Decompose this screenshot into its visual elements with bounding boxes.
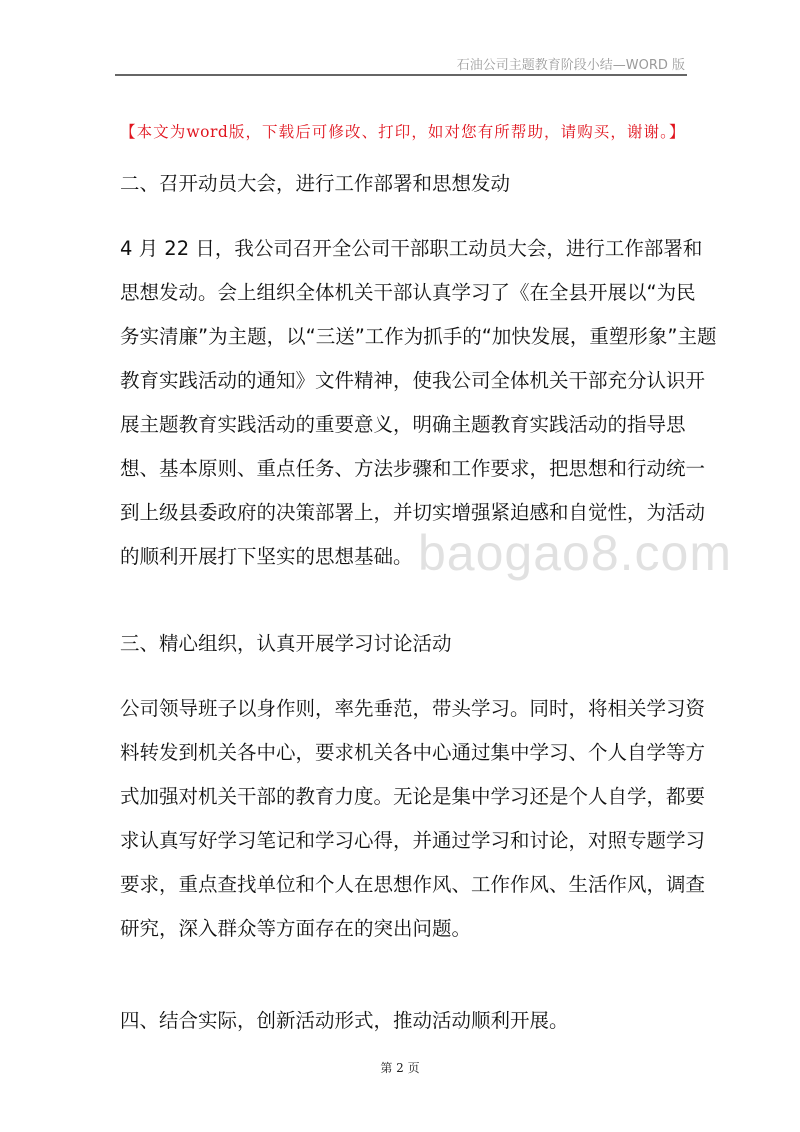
paragraph-line: 要求，重点查找单位和个人在思想作风、工作作风、生活作风，调查 (120, 873, 706, 896)
paragraph-line: 4 月 22 日，我公司召开全公司干部职工动员大会，进行工作部署和 (120, 237, 703, 260)
paragraph-line: 的顺利开展打下坚实的思想基础。 (120, 545, 413, 568)
page-number: 第 2 页 (380, 1061, 420, 1075)
watermark: baogao8.com (418, 525, 733, 581)
section-heading: 二、召开动员大会，进行工作部署和思想发动 (120, 172, 511, 195)
paragraph-line: 到上级县委政府的决策部署上，并切实增强紧迫感和自觉性，为活动 (120, 501, 706, 524)
paragraph-line: 公司领导班子以身作则，率先垂范，带头学习。同时，将相关学习资 (120, 697, 706, 720)
paragraph-line: 教育实践活动的通知》文件精神，使我公司全体机关干部充分认识开 (120, 369, 706, 392)
paragraph-line: 务实清廉”为主题，以“三送”工作为抓手的“加快发展，重塑形象”主题 (120, 325, 717, 348)
running-header: 石油公司主题教育阶段小结—WORD 版 (456, 58, 685, 73)
paragraph-line: 思想发动。会上组织全体机关干部认真学习了《在全县开展以“为民 (120, 281, 696, 304)
paragraph-line: 研究，深入群众等方面存在的突出问题。 (120, 917, 472, 940)
purchase-notice: 【本文为word版，下载后可修改、打印，如对您有所帮助，请购买，谢谢。】 (120, 123, 685, 141)
paragraph-line: 求认真写好学习笔记和学习心得，并通过学习和讨论，对照专题学习 (120, 829, 706, 852)
paragraph-line: 展主题教育实践活动的重要意义，明确主题教育实践活动的指导思 (120, 413, 686, 436)
paragraph-line: 料转发到机关各中心，要求机关各中心通过集中学习、个人自学等方 (120, 741, 706, 764)
paragraph-line: 式加强对机关干部的教育力度。无论是集中学习还是个人自学，都要 (120, 785, 706, 808)
section-heading: 三、精心组织，认真开展学习讨论活动 (120, 632, 452, 655)
section-heading: 四、结合实际，创新活动形式，推动活动顺利开展。 (120, 1009, 569, 1032)
paragraph-line: 想、基本原则、重点任务、方法步骤和工作要求，把思想和行动统一 (120, 457, 706, 480)
header-divider (115, 74, 687, 76)
